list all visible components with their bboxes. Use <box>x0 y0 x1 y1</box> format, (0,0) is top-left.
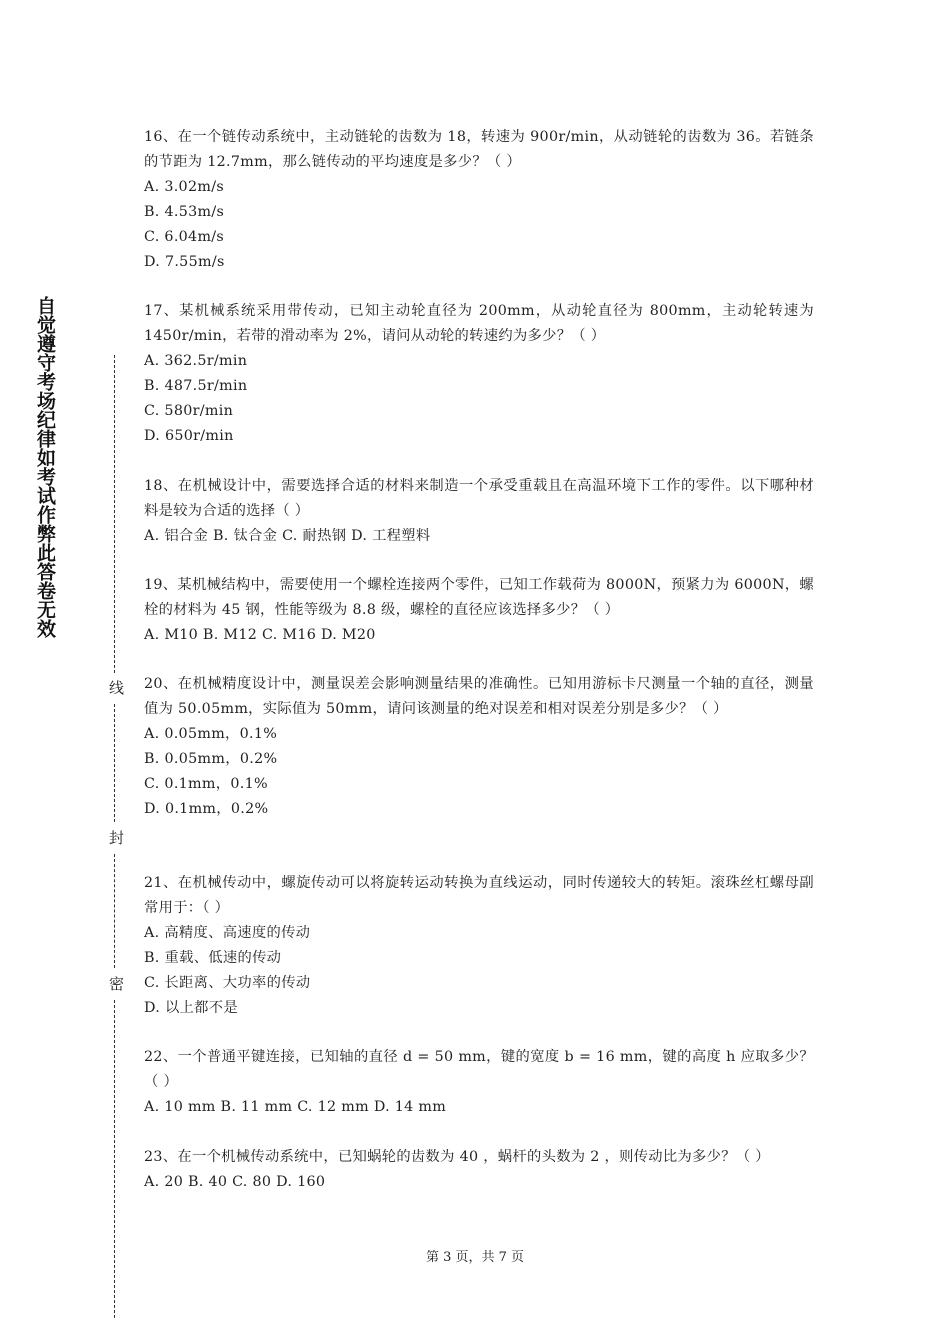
question-text: 21、在机械传动中，螺旋传动可以将旋转运动转换为直线运动，同时传递较大的转矩。滚珠丝杠螺母副常用于：（ ） <box>144 875 814 916</box>
exam-discipline-warning: 自觉遵守考场纪律如考试作弊此答卷无效 <box>34 296 56 638</box>
option-c: C. 580r/min <box>144 403 234 419</box>
question-19 <box>144 573 814 648</box>
binding-line-segment <box>114 1000 115 1318</box>
question-23 <box>144 1145 814 1195</box>
question-text: 18、在机械设计中，需要选择合适的材料来制造一个承受重载且在高温环境下工作的零件。以下哪种材料是较为合适的选择（ ） <box>144 478 814 519</box>
question-text: 22、一个普通平键连接，已知轴的直径 d = 50 mm，键的宽度 b = 16 mm，键的高度 h 应取多少？（ ） <box>144 1049 814 1090</box>
question-18 <box>144 474 814 549</box>
option-d: D. 7.55m/s <box>144 254 225 270</box>
option-d: D. 650r/min <box>144 428 234 444</box>
page-number: 第 3 页，共 7 页 <box>425 1250 525 1265</box>
binding-line-label: 线 <box>107 680 125 695</box>
question-22 <box>144 1045 814 1120</box>
binding-line-segment <box>114 704 115 822</box>
binding-secret-label: 密 <box>107 976 125 991</box>
options-line: A. 铝合金 B. 钛合金 C. 耐热钢 D. 工程塑料 <box>144 528 431 544</box>
question-text: 19、某机械结构中，需要使用一个螺栓连接两个零件，已知工作载荷为 8000N，预紧力为 6000N，螺栓的材料为 45 钢，性能等级为 8.8 级，螺栓的直径应该选择多少？（ ） <box>144 577 814 618</box>
question-16 <box>144 125 814 275</box>
question-20 <box>144 672 814 822</box>
option-c: C. 长距离、大功率的传动 <box>144 975 311 991</box>
options-line: A. 10 mm B. 11 mm C. 12 mm D. 14 mm <box>144 1099 447 1115</box>
option-a: A. 362.5r/min <box>144 353 248 369</box>
option-a: A. 3.02m/s <box>144 179 224 195</box>
question-text: 20、在机械精度设计中，测量误差会影响测量结果的准确性。已知用游标卡尺测量一个轴的直径，测量值为 50.05mm，实际值为 50mm，请问该测量的绝对误差和相对误差分别是多少？（ ） <box>144 676 814 717</box>
option-d: D. 以上都不是 <box>144 1000 238 1016</box>
binding-line-segment <box>114 854 115 968</box>
question-text: 23、在一个机械传动系统中，已知蜗轮的齿数为 40 ，蜗杆的头数为 2 ，则传动比为多少？（ ） <box>144 1149 770 1165</box>
option-c: C. 6.04m/s <box>144 229 225 245</box>
option-b: B. 4.53m/s <box>144 204 225 220</box>
binding-line-segment <box>114 355 115 673</box>
question-21 <box>144 871 814 1021</box>
binding-seal-label: 封 <box>107 830 125 845</box>
question-text: 17、某机械系统采用带传动，已知主动轮直径为 200mm，从动轮直径为 800mm，主动轮转速为 1450r/min，若带的滑动率为 2%，请问从动轮的转速约为多少？（ ） <box>144 303 814 344</box>
option-b: B. 重载、低速的传动 <box>144 950 282 966</box>
option-c: C. 0.1mm，0.1% <box>144 776 268 792</box>
question-17 <box>144 299 814 449</box>
question-text: 16、在一个链传动系统中，主动链轮的齿数为 18，转速为 900r/min，从动链轮的齿数为 36。若链条的节距为 12.7mm，那么链传动的平均速度是多少？（ ） <box>144 129 814 170</box>
option-a: A. 高精度、高速度的传动 <box>144 925 311 941</box>
option-a: A. 0.05mm，0.1% <box>144 726 278 742</box>
option-b: B. 0.05mm，0.2% <box>144 751 278 767</box>
options-line: A. 20 B. 40 C. 80 D. 160 <box>144 1174 326 1190</box>
option-d: D. 0.1mm，0.2% <box>144 801 269 817</box>
option-b: B. 487.5r/min <box>144 378 248 394</box>
options-line: A. M10 B. M12 C. M16 D. M20 <box>144 627 376 643</box>
